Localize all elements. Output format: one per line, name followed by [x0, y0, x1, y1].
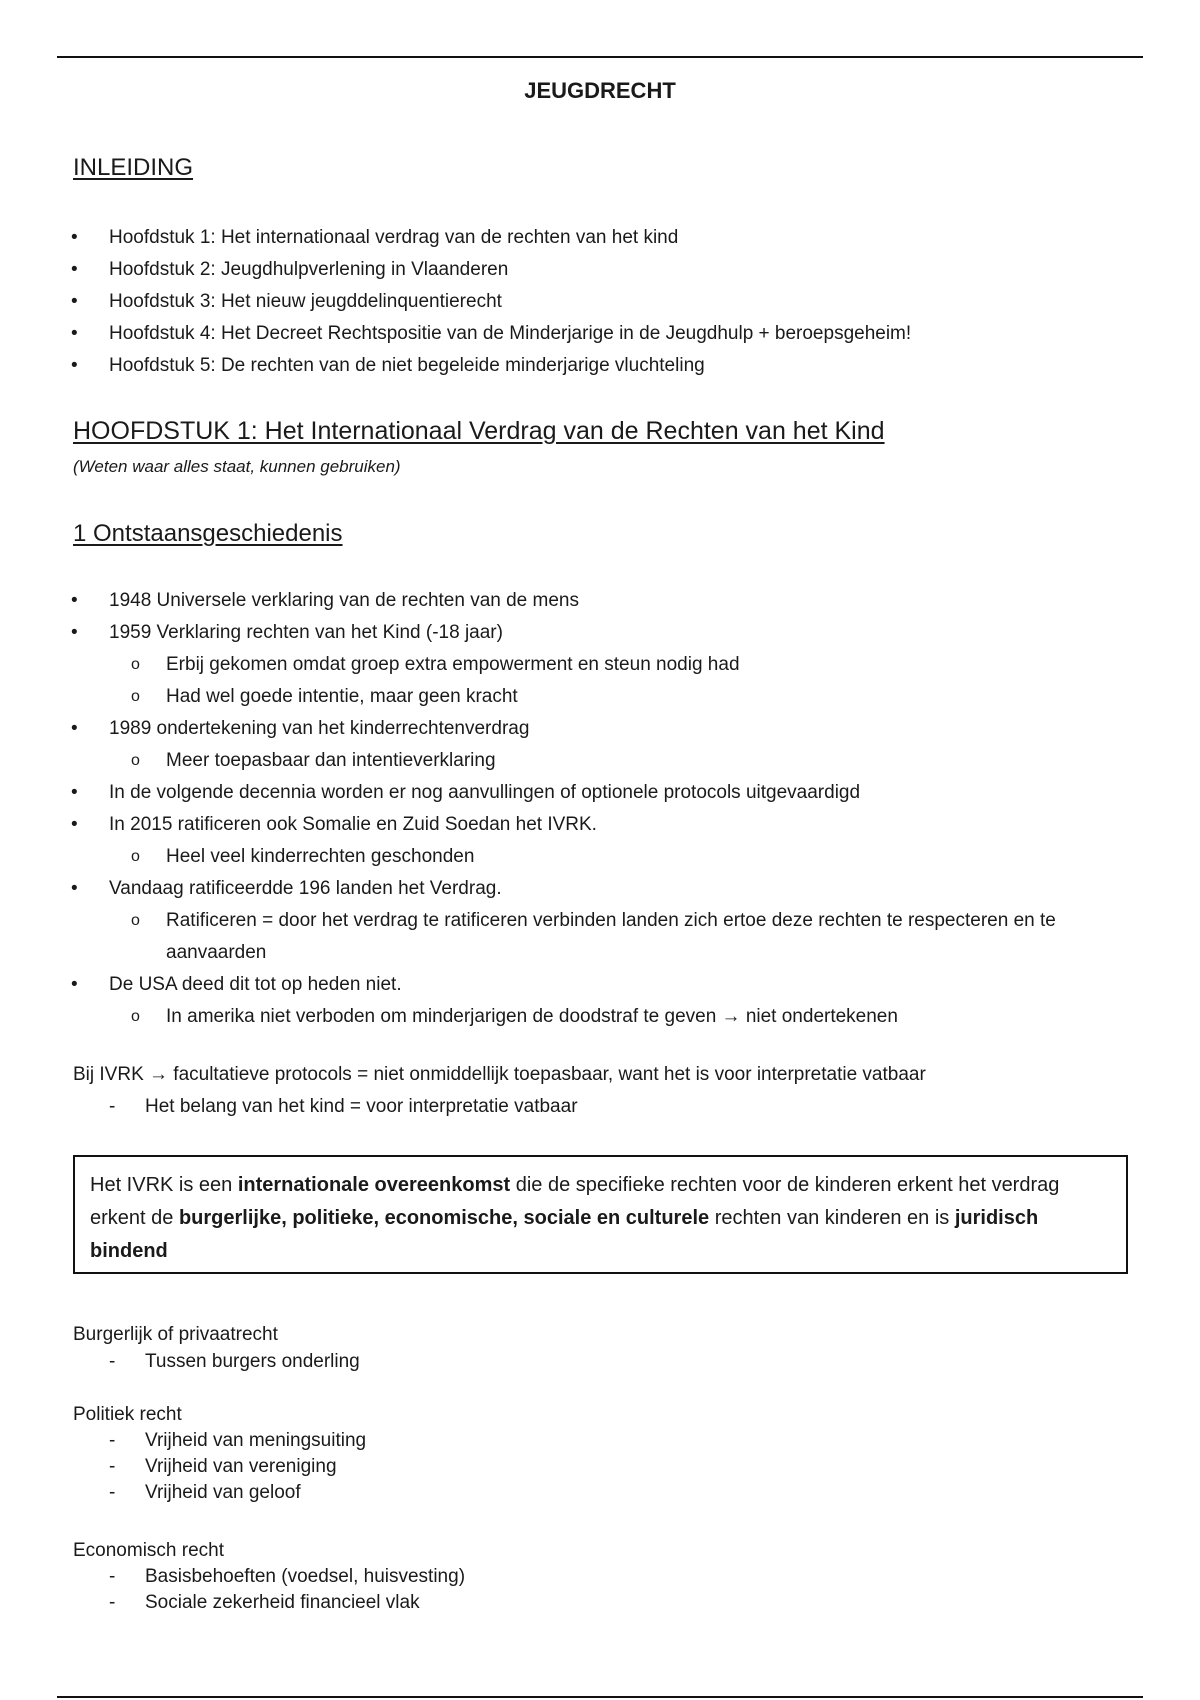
history-list [0, 585, 1126, 1033]
chapter1-heading: HOOFDSTUK 1: Het Internationaal Verdrag van de Rechten van het Kind [73, 417, 885, 445]
list-item: • 1948 Universele verklaring van de rechten van de mens [0, 585, 1126, 617]
list-item: • Hoofdstuk 3: Het nieuw jeugddelinquentierecht [0, 286, 911, 318]
box-bold-2: burgerlijke, politieke, economische, sociale en culturele [178, 1207, 710, 1229]
civil-label: Burgerlijk of privaatrecht [73, 1324, 278, 1345]
protocols-line: Bij IVRK → facultatieve protocols = niet onmiddellijk toepasbaar, want het is voor interpretatie vatbaar [73, 1064, 926, 1085]
intro-heading: INLEIDING [73, 154, 194, 181]
economic-label: Economisch recht [73, 1540, 225, 1561]
list-item: • In 2015 ratificeren ook Somalie en Zuid Soedan het IVRK. [0, 809, 1126, 841]
definition-box [73, 1155, 1128, 1274]
top-rule [57, 56, 1143, 58]
box-bold-3: juridisch bindend [90, 1207, 1039, 1262]
box-text-1: Het IVRK is een [90, 1174, 238, 1196]
list-item: - Vrijheid van vereniging [0, 1454, 366, 1480]
bottom-rule [57, 1696, 1143, 1698]
box-text-3: rechten van kinderen en is [709, 1207, 955, 1229]
civil-rights [0, 1321, 360, 1375]
box-text-2: die de specifieke rechten voor de kinderen erkent het verdrag erkent de [90, 1174, 1060, 1229]
economic-rights [0, 1537, 465, 1616]
list-item: • Hoofdstuk 5: De rechten van de niet begeleide minderjarige vluchteling [0, 350, 911, 382]
list-item: • Hoofdstuk 4: Het Decreet Rechtspositie van de Minderjarige in de Jeugdhulp + beroepsgeheim! [0, 318, 911, 350]
sub-list-item: o Heel veel kinderrechten geschonden [0, 841, 1126, 873]
list-item: - Basisbehoeften (voedsel, huisvesting) [0, 1564, 465, 1590]
list-item: • Hoofdstuk 2: Jeugdhulpverlening in Vlaanderen [0, 254, 911, 286]
list-item: - Vrijheid van meningsuiting [0, 1428, 366, 1454]
list-item: • Vandaag ratificeerdde 196 landen het Verdrag. [0, 873, 1126, 905]
sub-list-item: o Erbij gekomen omdat groep extra empowerment en steun nodig had [0, 649, 1126, 681]
sub-list-item: o Had wel goede intentie, maar geen kracht [0, 681, 1126, 713]
list-item: - Vrijheid van geloof [0, 1480, 366, 1506]
box-bold-1: internationale overeenkomst [237, 1174, 511, 1196]
list-item: - Tussen burgers onderling [0, 1348, 360, 1375]
chapter1-note: (Weten waar alles staat, kunnen gebruiken) [73, 457, 401, 476]
list-item: • In de volgende decennia worden er nog aanvullingen of optionele protocols uitgevaardigd [0, 777, 1126, 809]
document-title: JEUGDRECHT [524, 78, 676, 103]
sub-list-item: o Ratificeren = door het verdrag te ratificeren verbinden landen zich ertoe deze rechten te respecteren en te aanvaarden [0, 905, 1126, 969]
list-item: • 1959 Verklaring rechten van het Kind (-18 jaar) [0, 617, 1126, 649]
list-item: - Sociale zekerheid financieel vlak [0, 1590, 465, 1616]
protocols-sub: - Het belang van het kind = voor interpretatie vatbaar [0, 1091, 926, 1123]
list-item: • De USA deed dit tot op heden niet. [0, 969, 1126, 1001]
list-item: • 1989 ondertekening van het kinderrechtenverdrag [0, 713, 1126, 745]
list-item: • Hoofdstuk 1: Het internationaal verdrag van de rechten van het kind [0, 222, 911, 254]
political-label: Politiek recht [73, 1404, 182, 1425]
sub-list-item: o In amerika niet verboden om minderjarigen de doodstraf te geven → niet ondertekenen [0, 1001, 1126, 1033]
intro-list [0, 222, 911, 382]
sub-list-item: o Meer toepasbaar dan intentieverklaring [0, 745, 1126, 777]
political-rights [0, 1401, 366, 1506]
section1-heading: 1 Ontstaansgeschiedenis [73, 520, 343, 547]
protocols-block [0, 1059, 926, 1123]
